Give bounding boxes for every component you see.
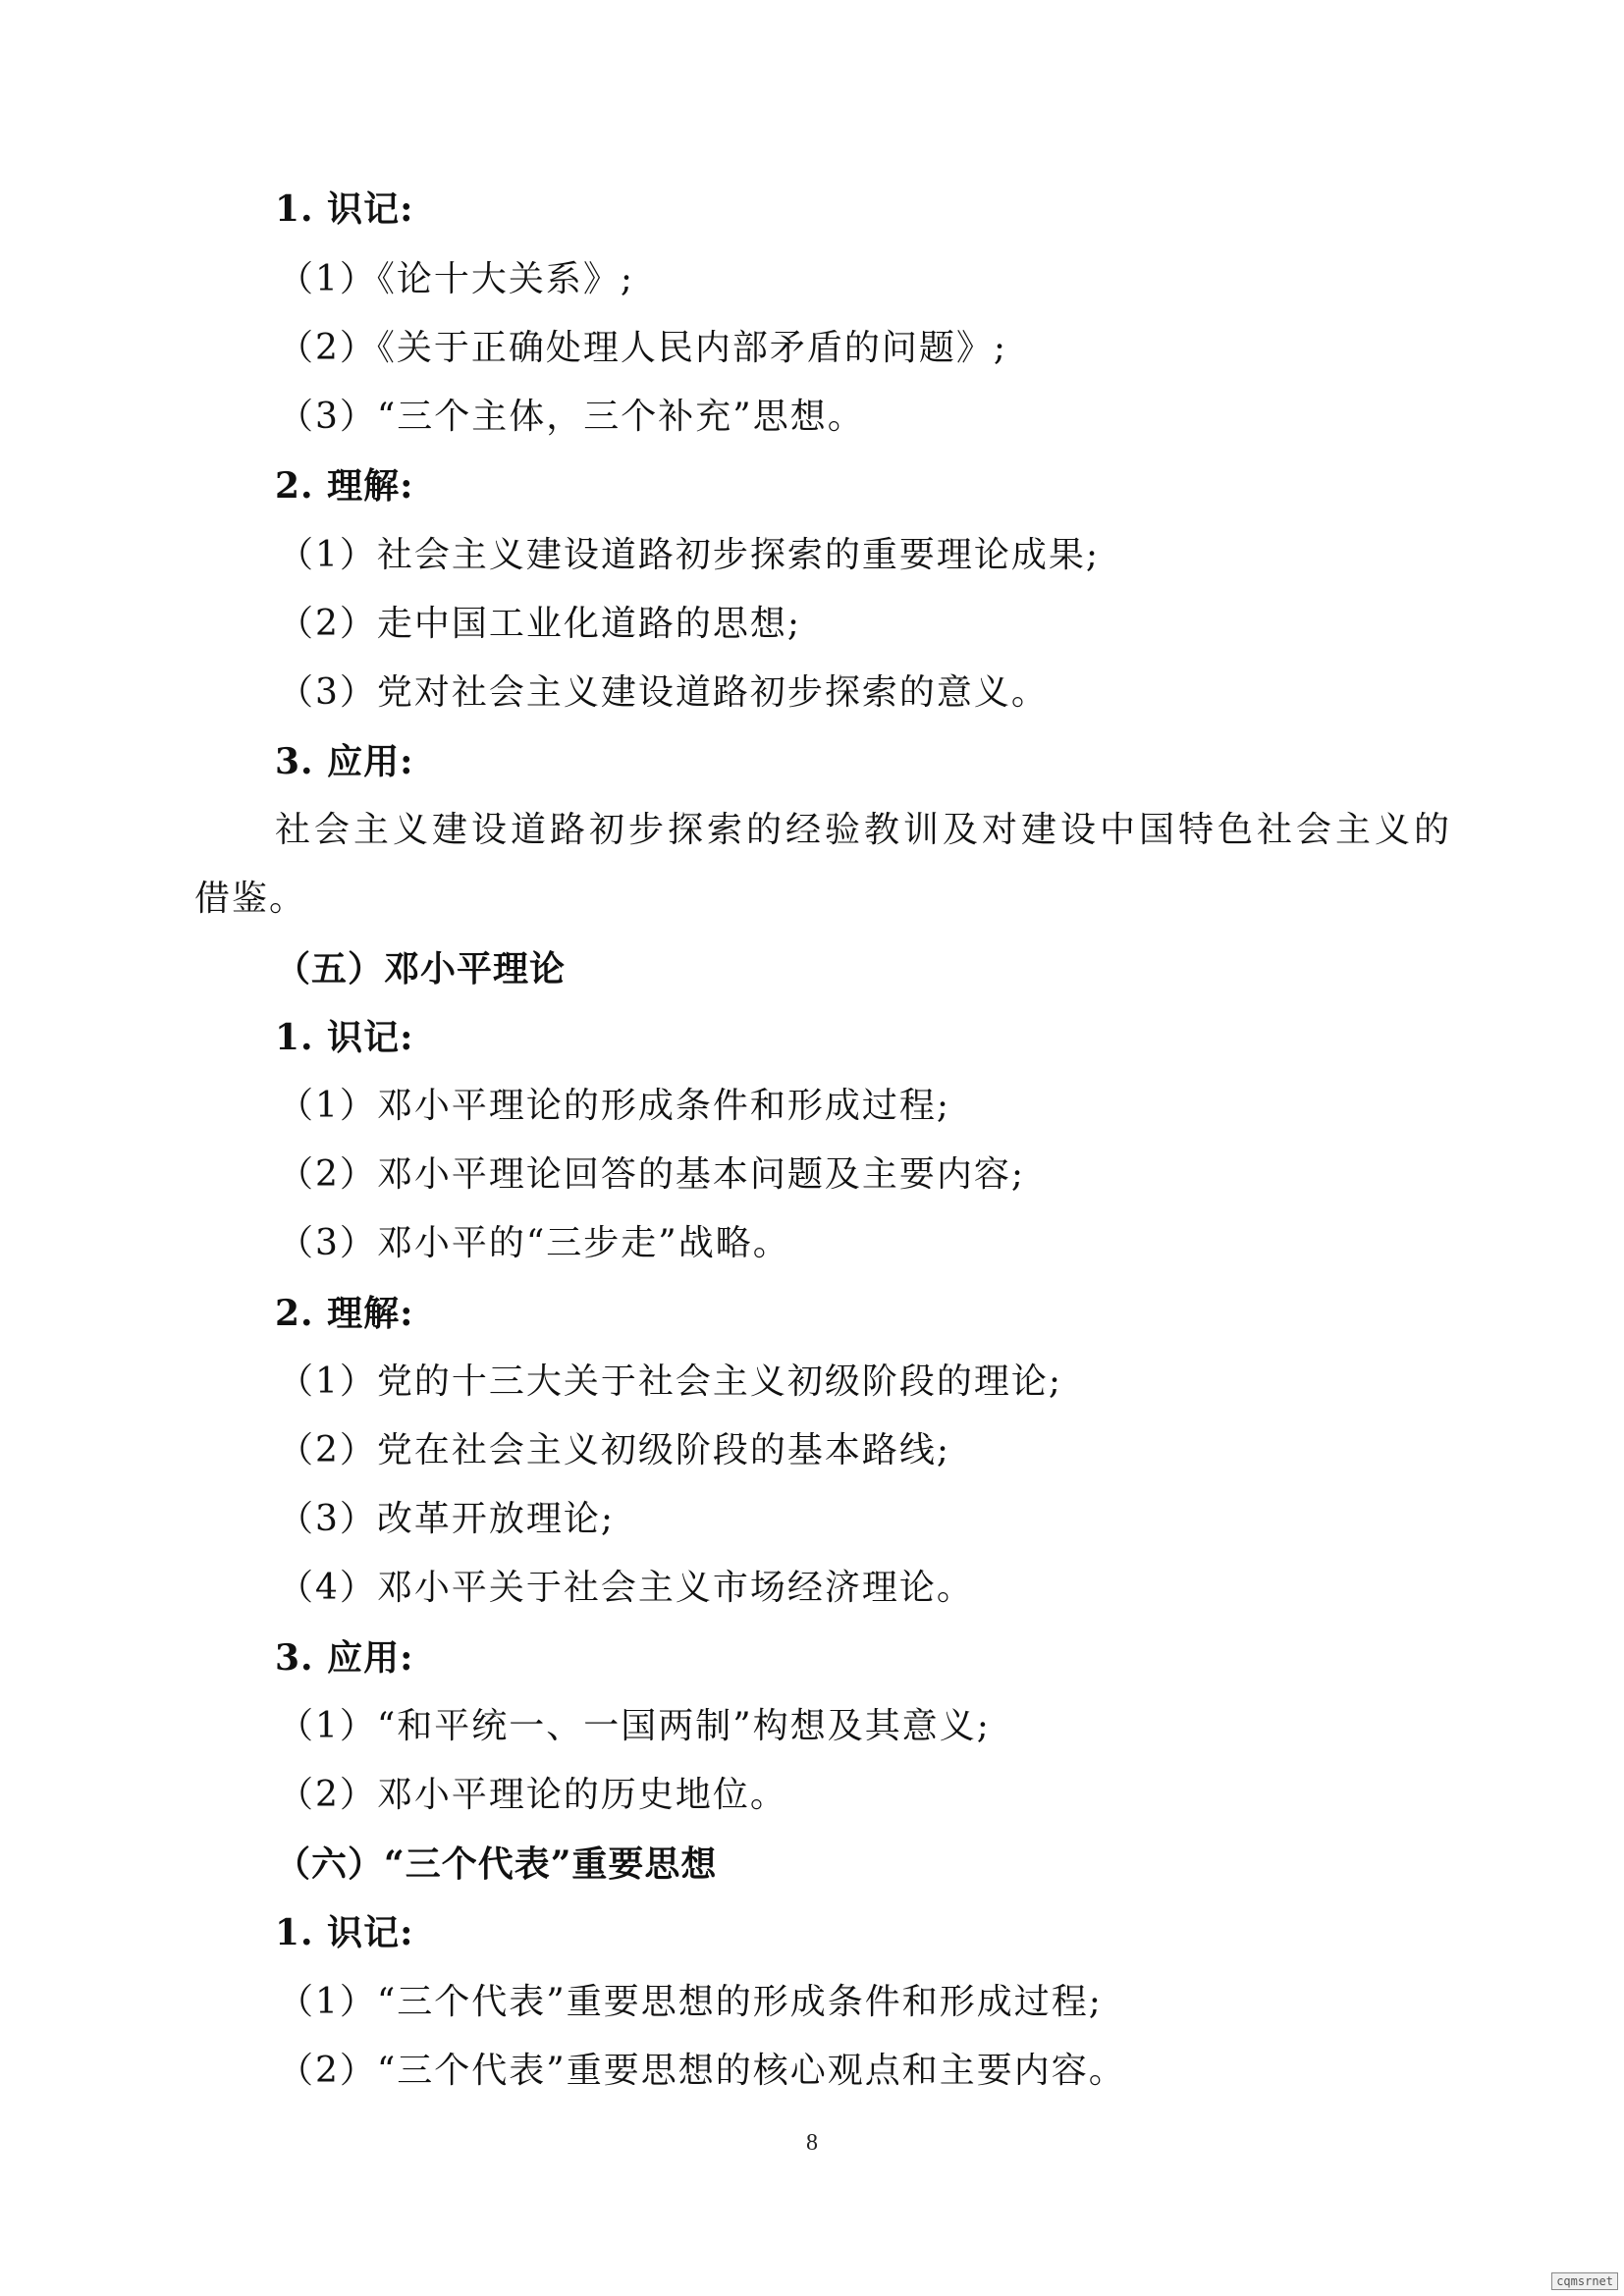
list-item: （1）《论十大关系》; <box>278 259 635 299</box>
list-item: （2）邓小平理论回答的基本问题及主要内容; <box>278 1154 1026 1195</box>
list-item: （3）“三个主体，三个补充”思想。 <box>278 397 865 437</box>
level-heading: 2. 理解: <box>275 465 414 507</box>
paragraph-line: 借鉴。 <box>194 879 307 919</box>
section-heading: （六）“三个代表”重要思想 <box>275 1843 718 1885</box>
list-item: （1）“三个代表”重要思想的形成条件和形成过程; <box>278 1982 1103 2022</box>
level-heading: 3. 应用: <box>275 1637 414 1679</box>
watermark-stamp: cqmsrnet <box>1551 2272 1618 2290</box>
section-heading: （五）邓小平理论 <box>275 948 567 989</box>
list-item: （3）改革开放理论; <box>278 1499 616 1539</box>
list-item: （4）邓小平关于社会主义市场经济理论。 <box>278 1568 974 1608</box>
list-item: （3）党对社会主义建设道路初步探索的意义。 <box>278 672 1049 713</box>
list-item: （1）“和平统一、一国两制”构想及其意义; <box>278 1706 991 1746</box>
level-heading: 1. 识记: <box>275 188 414 230</box>
level-heading: 2. 理解: <box>275 1293 414 1334</box>
list-item: （2）“三个代表”重要思想的核心观点和主要内容。 <box>278 2051 1126 2091</box>
paragraph-line: 社会主义建设道路初步探索的经验教训及对建设中国特色社会主义的 <box>275 810 1454 850</box>
level-heading: 1. 识记: <box>275 1017 414 1058</box>
page-number: 8 <box>806 2130 818 2156</box>
level-heading: 1. 识记: <box>275 1912 414 1953</box>
list-item: （1）社会主义建设道路初步探索的重要理论成果; <box>278 535 1101 575</box>
list-item: （2）走中国工业化道路的思想; <box>278 604 802 644</box>
list-item: （3）邓小平的“三步走”战略。 <box>278 1223 790 1263</box>
list-item: （2）《关于正确处理人民内部矛盾的问题》; <box>278 328 1008 368</box>
list-item: （1）党的十三大关于社会主义初级阶段的理论; <box>278 1362 1063 1402</box>
level-heading: 3. 应用: <box>275 741 414 782</box>
list-item: （2）党在社会主义初级阶段的基本路线; <box>278 1430 951 1470</box>
list-item: （2）邓小平理论的历史地位。 <box>278 1775 787 1815</box>
list-item: （1）邓小平理论的形成条件和形成过程; <box>278 1086 951 1126</box>
